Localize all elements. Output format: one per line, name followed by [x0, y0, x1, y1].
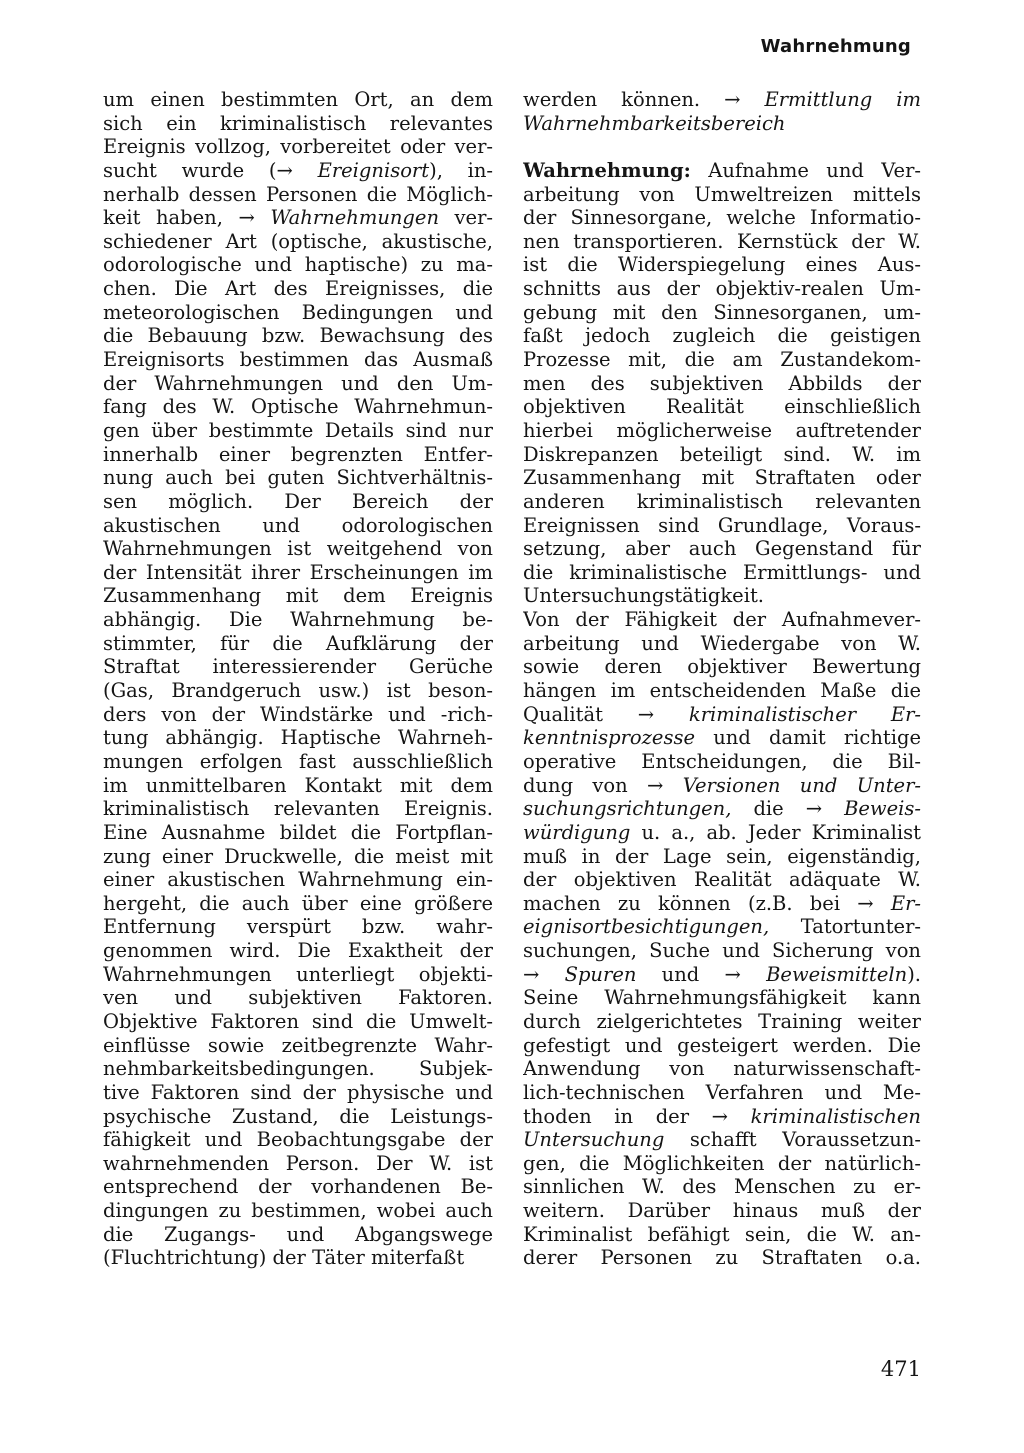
text-run: einflüsse sowie zeitbegrenzte Wahr-: [103, 1033, 493, 1057]
text-run: nehmbarkeitsbedingungen. Subjek-: [103, 1057, 493, 1081]
text-line: [523, 1223, 921, 1247]
cross-reference: Wahrnehmungen: [270, 206, 440, 230]
text-run: men des subjektiven Abbilds der: [523, 371, 921, 395]
text-run: Diskrepanzen beteiligt sind. W. im: [523, 442, 921, 466]
cross-reference: kriminalistischer Er-: [688, 702, 921, 726]
cross-reference: Untersuchung: [523, 1128, 665, 1152]
text-line: [103, 939, 493, 963]
text-line: [523, 112, 921, 136]
cross-reference: Ereignisort: [317, 158, 430, 182]
cross-reference: würdigung: [523, 820, 631, 844]
text-run: der objektiven Realität adäquate W.: [523, 868, 921, 892]
text-line: [103, 750, 493, 774]
text-run: wahrnehmenden Person. Der W. ist: [103, 1151, 493, 1175]
text-line: [103, 490, 493, 514]
text-line: [103, 1246, 493, 1270]
text-line: [103, 88, 493, 112]
cross-reference: kriminalistischen: [750, 1104, 921, 1128]
text-line: [523, 253, 921, 277]
text-run: ), in-: [429, 158, 493, 182]
text-line: [523, 703, 921, 727]
text-line: [103, 892, 493, 916]
text-run: Von der Fähigkeit der Aufnahmever-: [523, 608, 921, 632]
text-line: [103, 183, 493, 207]
text-run: Ereignisorts bestimmen das Ausmaß: [103, 348, 493, 372]
text-run: setzung, aber auch Gegenstand für: [523, 537, 921, 561]
text-run: mungen erfolgen fast ausschließlich: [103, 749, 493, 773]
text-run: Straftat interessierender Gerüche: [103, 655, 493, 679]
text-line: [103, 655, 493, 679]
text-line: [523, 632, 921, 656]
text-run: gen über bestimmte Details sind nur: [103, 418, 493, 442]
text-line: [523, 466, 921, 490]
text-run: Prozesse mit, die am Zustandekom-: [523, 348, 921, 372]
text-run: muß in der Lage sein, eigenständig,: [523, 844, 921, 868]
text-line: [523, 655, 921, 679]
text-run: im unmittelbaren Kontakt mit dem: [103, 773, 493, 797]
text-run: Anwendung von naturwissenschaft-: [523, 1057, 921, 1081]
text-run: gen, die Möglichkeiten der natürlich-: [523, 1151, 921, 1175]
text-run: der Intensität ihrer Erscheinungen im: [103, 560, 493, 584]
text-line: [103, 112, 493, 136]
text-run: lich-technischen Verfahren und Me-: [523, 1080, 921, 1104]
right-text-column: [523, 88, 921, 1270]
text-run: Qualität →: [523, 702, 689, 726]
text-line: [523, 939, 921, 963]
cross-reference: Beweismitteln: [766, 962, 908, 986]
text-line: [103, 514, 493, 538]
text-line: [103, 797, 493, 821]
text-run: die →: [731, 797, 845, 821]
text-line: [103, 1034, 493, 1058]
text-line: [523, 774, 921, 798]
text-run: gefestigt und gesteigert werden. Die: [523, 1033, 921, 1057]
text-line: [523, 750, 921, 774]
text-line: [523, 514, 921, 538]
text-line: [103, 1199, 493, 1223]
text-line: [103, 845, 493, 869]
text-line: [523, 159, 921, 183]
text-run: und damit richtige: [695, 726, 921, 750]
text-line: [103, 253, 493, 277]
text-line: [523, 821, 921, 845]
text-run: hängen im entscheidenden Maße die: [523, 679, 921, 703]
text-run: nen transportieren. Kernstück der W.: [523, 229, 921, 253]
cross-reference: Ermittlung im: [764, 88, 921, 111]
text-run: objektiven Realität einschließlich: [523, 395, 921, 419]
text-run: nerhalb dessen Personen die Möglich-: [103, 182, 493, 206]
cross-reference: eignisortbesichtigungen,: [523, 915, 770, 939]
cross-reference: Spuren: [564, 962, 637, 986]
text-line: [103, 1105, 493, 1129]
text-run: zung einer Druckwelle, die meist mit: [103, 844, 493, 868]
text-line: [523, 1057, 921, 1081]
text-line: [103, 372, 493, 396]
text-line: [103, 206, 493, 230]
text-line: [523, 561, 921, 585]
text-run: weitern. Darüber hinaus muß der: [523, 1199, 921, 1223]
running-head: Wahrnehmung: [760, 36, 911, 57]
text-run: die kriminalistische Ermittlungs- und: [523, 560, 921, 584]
cross-reference: Beweis-: [844, 797, 921, 821]
text-line: [523, 915, 921, 939]
text-line: [103, 986, 493, 1010]
text-run: fähigkeit und Beobachtungsgabe der: [103, 1128, 493, 1152]
text-run: hierbei möglicherweise auftretender: [523, 418, 921, 442]
text-line: [523, 324, 921, 348]
text-line: [103, 726, 493, 750]
text-line: [103, 561, 493, 585]
text-run: thoden in der →: [523, 1104, 751, 1128]
left-text-column: [103, 88, 493, 1270]
text-run: kriminalistisch relevanten Ereignis.: [103, 797, 493, 821]
text-line: [103, 703, 493, 727]
text-line: [523, 963, 921, 987]
text-line: [523, 183, 921, 207]
text-run: um einen bestimmten Ort, an dem: [103, 88, 493, 111]
text-line: [103, 159, 493, 183]
text-line: [103, 1128, 493, 1152]
text-run: entsprechend der vorhandenen Be-: [103, 1175, 493, 1199]
text-line: [523, 419, 921, 443]
text-line: [103, 1010, 493, 1034]
text-line: [523, 348, 921, 372]
text-line: [103, 608, 493, 632]
text-line: [103, 537, 493, 561]
cross-reference: kenntnisprozesse: [523, 726, 696, 750]
text-line: [523, 537, 921, 561]
text-line: [103, 1081, 493, 1105]
text-line: [523, 490, 921, 514]
text-line: [523, 277, 921, 301]
text-run: werden können. →: [523, 88, 765, 111]
text-line: [523, 301, 921, 325]
text-line: [523, 1175, 921, 1199]
text-line: [103, 679, 493, 703]
text-run: tung abhängig. Haptische Wahrneh-: [103, 726, 493, 750]
text-line: [523, 584, 921, 608]
text-run: einer akustischen Wahrnehmung ein-: [103, 868, 493, 892]
text-line: [523, 726, 921, 750]
text-run: Eine Ausnahme bildet die Fortpflan-: [103, 820, 493, 844]
text-run: Seine Wahrnehmungsfähigkeit kann: [523, 986, 921, 1010]
text-line: [103, 584, 493, 608]
text-line: [523, 608, 921, 632]
text-run: arbeitung von Umweltreizen mittels: [523, 182, 921, 206]
text-run: chen. Die Art des Ereignisses, die: [103, 277, 493, 301]
text-line: [523, 845, 921, 869]
text-line: [523, 1128, 921, 1152]
text-line: [523, 1034, 921, 1058]
text-run: machen zu können (z.B. bei →: [523, 891, 891, 915]
text-line: [103, 1057, 493, 1081]
text-run: ).: [907, 962, 921, 986]
text-line: [523, 1105, 921, 1129]
text-run: meteorologischen Bedingungen und: [103, 300, 493, 324]
text-run: Wahrnehmungen ist weitgehend von: [103, 537, 493, 561]
text-line: [103, 1175, 493, 1199]
text-run: keit haben, →: [103, 206, 271, 230]
text-run: faßt jedoch zugleich die geistigen: [523, 324, 921, 348]
text-run: odorologische und haptische) zu ma-: [103, 253, 493, 277]
text-line: [523, 443, 921, 467]
text-line: [103, 419, 493, 443]
cross-reference: Wahrnehmbarkeitsbereich: [523, 111, 786, 135]
text-line: [103, 1152, 493, 1176]
text-run: Zusammenhang mit Straftaten oder: [523, 466, 921, 490]
text-run: ist die Widerspiegelung eines Aus-: [523, 253, 921, 277]
text-run: Kriminalist befähigt sein, die W. an-: [523, 1222, 921, 1246]
text-line: [523, 868, 921, 892]
cross-reference: Versionen und Unter-: [682, 773, 921, 797]
text-line: [523, 1199, 921, 1223]
text-line: [523, 88, 921, 112]
text-run: arbeitung und Wiedergabe von W.: [523, 631, 921, 655]
paragraph-gap: [523, 135, 921, 159]
text-line: [103, 277, 493, 301]
text-line: [523, 1010, 921, 1034]
text-run: suchungen, Suche und Sicherung von: [523, 939, 921, 963]
text-run: ver-: [439, 206, 493, 230]
text-line: [523, 395, 921, 419]
text-line: [103, 1223, 493, 1247]
text-line: [103, 466, 493, 490]
text-line: [523, 230, 921, 254]
text-line: [103, 395, 493, 419]
page-number: 471: [880, 1357, 921, 1381]
text-line: [103, 868, 493, 892]
text-run: operative Entscheidungen, die Bil-: [523, 749, 921, 773]
text-line: [103, 632, 493, 656]
text-line: [523, 679, 921, 703]
text-run: derer Personen zu Straftaten o.a.: [523, 1246, 921, 1270]
text-line: [103, 821, 493, 845]
text-run: →: [523, 962, 565, 986]
text-run: Zusammenhang mit dem Ereignis: [103, 584, 493, 608]
text-line: [523, 1081, 921, 1105]
text-run: akustischen und odorologischen: [103, 513, 493, 537]
text-line: [103, 915, 493, 939]
text-line: [103, 301, 493, 325]
text-run: Ereignissen sind Grundlage, Voraus-: [523, 513, 921, 537]
text-line: [103, 230, 493, 254]
text-line: [523, 797, 921, 821]
text-line: [103, 963, 493, 987]
text-run: sowie deren objektiver Bewertung: [523, 655, 921, 679]
text-run: nung auch bei guten Sichtverhältnis-: [103, 466, 493, 490]
text-run: tive Faktoren sind der physische und: [103, 1080, 493, 1104]
text-run: Entfernung verspürt bzw. wahr-: [103, 915, 493, 939]
text-run: durch zielgerichtetes Training weiter: [523, 1009, 921, 1033]
text-run: (Gas, Brandgeruch usw.) ist beson-: [103, 679, 493, 703]
text-run: ders von der Windstärke und -rich-: [103, 702, 493, 726]
entry-headword: Wahrnehmung:: [523, 158, 691, 182]
text-run: (Fluchtrichtung) der Täter miterfaßt: [103, 1246, 465, 1270]
text-line: [103, 324, 493, 348]
text-run: die Zugangs- und Abgangswege: [103, 1222, 493, 1246]
text-run: abhängig. Die Wahrnehmung be-: [103, 608, 493, 632]
cross-reference: suchungsrichtungen,: [523, 797, 732, 821]
text-line: [523, 892, 921, 916]
text-run: hergeht, die auch über eine größere: [103, 891, 493, 915]
text-run: Aufnahme und Ver-: [690, 158, 921, 182]
text-run: Tatortunter-: [769, 915, 921, 939]
text-line: [103, 443, 493, 467]
text-run: die Bebauung bzw. Bewachsung des: [103, 324, 493, 348]
text-line: [523, 1246, 921, 1270]
text-run: sen möglich. Der Bereich der: [103, 489, 493, 513]
text-run: ven und subjektiven Faktoren.: [103, 986, 493, 1010]
text-line: [523, 986, 921, 1010]
text-run: innerhalb einer begrenzten Entfer-: [103, 442, 493, 466]
text-run: sucht wurde (→: [103, 158, 318, 182]
text-run: fang des W. Optische Wahrnehmun-: [103, 395, 493, 419]
text-run: der Wahrnehmungen und den Um-: [103, 371, 493, 395]
text-run: psychische Zustand, die Leistungs-: [103, 1104, 493, 1128]
text-run: Wahrnehmungen unterliegt objekti-: [103, 962, 493, 986]
text-run: dung von →: [523, 773, 683, 797]
text-run: und →: [636, 962, 767, 986]
text-line: [103, 774, 493, 798]
text-run: gebung mit den Sinnesorganen, um-: [523, 300, 921, 324]
cross-reference: Er-: [890, 891, 921, 915]
text-line: [523, 372, 921, 396]
text-run: Ereignis vollzog, vorbereitet oder ver-: [103, 135, 493, 159]
text-run: Untersuchungstätigkeit.: [523, 584, 764, 608]
text-run: schafft Voraussetzun-: [664, 1128, 921, 1152]
text-run: der Sinnesorgane, welche Informatio-: [523, 206, 921, 230]
text-run: stimmter, für die Aufklärung der: [103, 631, 493, 655]
text-run: dingungen zu bestimmen, wobei auch: [103, 1199, 493, 1223]
text-run: anderen kriminalistisch relevanten: [523, 489, 921, 513]
text-run: Objektive Faktoren sind die Umwelt-: [103, 1009, 493, 1033]
text-run: genommen wird. Die Exaktheit der: [103, 939, 493, 963]
text-run: sich ein kriminalistisch relevantes: [103, 111, 493, 135]
text-run: schnitts aus der objektiv-realen Um-: [523, 277, 921, 301]
text-run: sinnlichen W. des Menschen zu er-: [523, 1175, 921, 1199]
text-line: [103, 348, 493, 372]
text-line: [523, 1152, 921, 1176]
text-run: u. a., ab. Jeder Kriminalist: [630, 820, 921, 844]
text-line: [103, 135, 493, 159]
text-line: [523, 206, 921, 230]
text-run: schiedener Art (optische, akustische,: [103, 229, 493, 253]
